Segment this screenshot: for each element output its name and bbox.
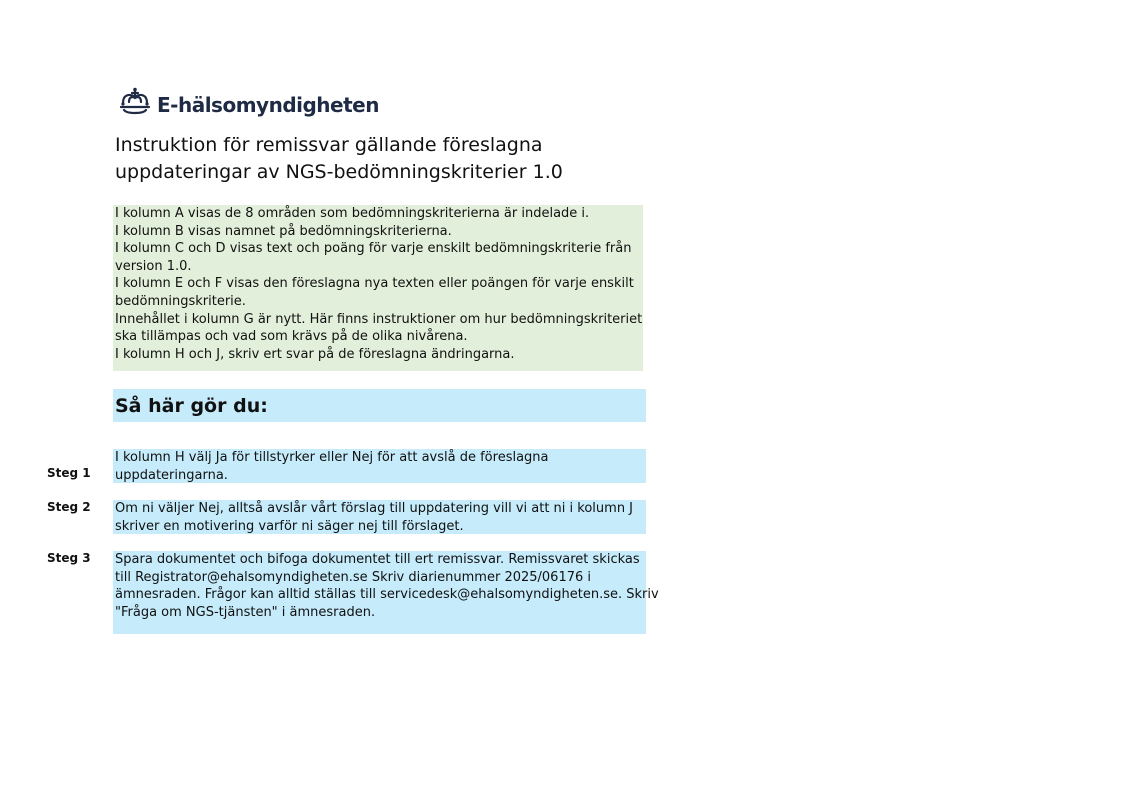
step-2-label: Steg 2 — [47, 500, 91, 514]
intro-line: Innehållet i kolumn G är nytt. Här finns instruktioner om hur bedömningskriteriet — [115, 311, 643, 327]
intro-line: bedömningskriterie. — [115, 293, 246, 309]
intro-line: I kolumn E och F visas den föreslagna nya texten eller poängen för varje enskilt — [115, 276, 634, 292]
crown-emblem-icon — [117, 85, 153, 125]
intro-line: I kolumn A visas de 8 områden som bedömningskriterierna är indelade i. — [115, 206, 590, 221]
intro-line: version 1.0. — [115, 258, 192, 274]
intro-box — [113, 205, 643, 371]
document-title — [115, 132, 655, 186]
intro-line: I kolumn B visas namnet på bedömningskriterierna. — [115, 223, 452, 239]
intro-line: I kolumn C och D visas text och poäng för varje enskilt bedömningskriterie från — [115, 241, 632, 257]
step-3-line: ämnesraden. Frågor kan alltid ställas till servicedesk@ehalsomyndigheten.se. Skriv — [115, 587, 659, 603]
logo — [117, 86, 379, 124]
step-2-line: Om ni väljer Nej, alltså avslår vårt förslag till uppdatering vill vi att ni i kolumn J — [115, 501, 634, 516]
step-3-line: Spara dokumentet och bifoga dokumentet till ert remissvar. Remissvaret skickas — [115, 552, 640, 567]
step-2-line: skriver en motivering varför ni säger nej till förslaget. — [115, 518, 464, 534]
document-title-line: uppdateringar av NGS-bedömningskriterier 1.0 — [115, 161, 563, 183]
step-1-box — [113, 449, 646, 483]
step-1-label: Steg 1 — [47, 466, 91, 480]
howto-title: Så här gör du: — [115, 394, 268, 417]
logo-text: E-hälsomyndigheten — [157, 93, 379, 117]
step-3-box — [113, 551, 659, 634]
document-title-line: Instruktion för remissvar gällande föreslagna — [115, 134, 543, 156]
step-1-line: I kolumn H välj Ja för tillstyrker eller Nej för att avslå de föreslagna — [115, 450, 549, 465]
intro-line: I kolumn H och J, skriv ert svar på de föreslagna ändringarna. — [115, 346, 515, 362]
intro-line: ska tillämpas och vad som krävs på de olika nivårena. — [115, 329, 468, 345]
step-3-line: till Registrator@ehalsomyndigheten.se Skriv diarienummer 2025/06176 i — [115, 569, 592, 585]
step-3-label: Steg 3 — [47, 551, 91, 565]
step-3-line: "Fråga om NGS-tjänsten" i ämnesraden. — [115, 604, 376, 620]
step-1-line: uppdateringarna. — [115, 467, 228, 483]
howto-header — [113, 389, 646, 422]
step-2-box — [113, 500, 646, 534]
